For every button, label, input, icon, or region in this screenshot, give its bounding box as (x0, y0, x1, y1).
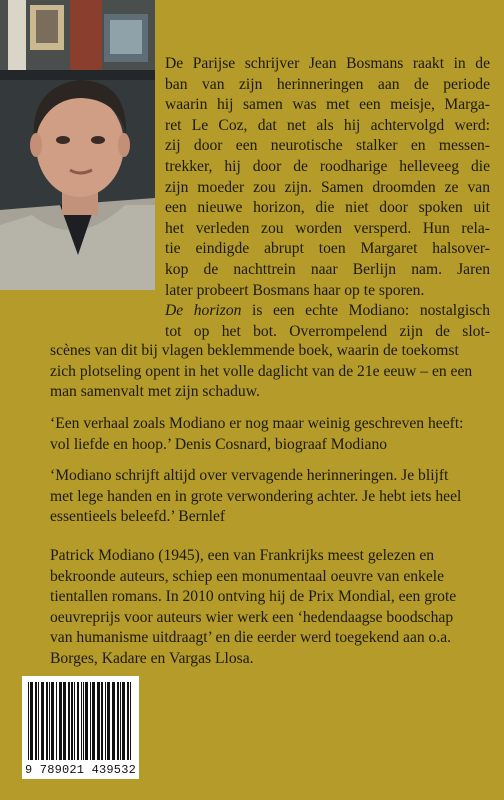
author-bio (50, 546, 455, 670)
barcode-bar (49, 682, 50, 760)
isbn-number: 9 789021 439532 (24, 763, 137, 777)
barcode-bar (101, 682, 103, 760)
blurb-text (165, 54, 490, 342)
bio-line: bekroonde auteurs, schiep een monumentaal oeuvre van enkele (50, 567, 445, 585)
continuation-line: man samenvalt met zijn schaduw. (50, 383, 260, 401)
blurb-line: zijn moeder zou zijn. Samen droomden ze van (165, 178, 490, 196)
continuation-line: zich plotseling opent in het volle daglicht van de 21e eeuw – en een (50, 362, 473, 380)
barcode-bar (30, 682, 33, 760)
blurb-continuation (50, 341, 473, 403)
barcode-bar (97, 682, 100, 760)
barcode-bar (117, 682, 119, 760)
barcode-bar (90, 682, 91, 760)
barcode-bar (107, 682, 110, 760)
barcode-bar (81, 682, 82, 760)
continuation-line: scènes van dit bij vlagen beklemmende boek, waarin de toekomst (50, 342, 459, 359)
book-title: De horizon (165, 302, 242, 320)
barcode-bar (51, 682, 54, 760)
blurb-line: ret Le Coz, dat net als hij achtervolgd werd: (165, 116, 490, 134)
barcode-bar (28, 682, 29, 760)
blurb-line: zij door een neurotische stalker en messen- (165, 137, 490, 155)
blurb-line: kop de nachttrein naar Berlijn nam. Jaren (165, 260, 490, 278)
isbn-barcode (22, 676, 139, 779)
blurb-line: tot op het bot. Overrompelend zijn de slot- (165, 322, 490, 340)
blurb-line: De Parijse schrijver Jean Bosmans raakt in de (165, 55, 490, 72)
barcode-bar (77, 682, 79, 760)
review-quote-bernlef (50, 466, 462, 528)
barcode-bar (46, 682, 48, 760)
barcode-bar (38, 682, 39, 760)
barcode-bar (35, 682, 37, 760)
quote-line: ‘Een verhaal zoals Modiano er nog maar weinig geschreven heeft: (50, 415, 464, 432)
barcode-bar (68, 682, 70, 760)
blurb-line: het verleden zou worden versperd. Hun rela- (165, 219, 490, 237)
barcode-bar (92, 682, 95, 760)
barcode-bar (63, 682, 66, 760)
blurb-line: later probeert Bosmans haar op te sporen. (165, 281, 425, 299)
barcode-bar (112, 682, 115, 760)
barcode-bar (83, 682, 84, 760)
blurb-line-title (165, 301, 490, 322)
bio-line: Patrick Modiano (1945), een van Frankrijks meest gelezen en (50, 547, 435, 564)
quote-line: met lege handen en in grote verwondering achter. Je hebt iets heel (50, 487, 462, 505)
blurb-line: waarin hij samen was met een meisje, Marga- (165, 96, 490, 114)
barcode-bar (74, 682, 75, 760)
barcode-bar (130, 682, 131, 760)
barcode-bar (56, 682, 57, 760)
barcode-bar (59, 682, 62, 760)
barcode-bar (105, 682, 106, 760)
blurb-line-rest: is een echte Modiano: nostalgisch (241, 302, 490, 320)
bio-line: tientallen romans. In 2010 ontving hij de Prix Mondial, een grote (50, 588, 457, 606)
bio-line: oeuvreprijs voor auteurs wier werk een ‘hedendaagse boodschap (50, 608, 454, 626)
quote-line: vol liefde en hoop.’ Denis Cosnard, biograaf Modiano (50, 435, 388, 453)
barcode-bar (41, 682, 44, 760)
barcode-bar (71, 682, 73, 760)
barcode-bar (127, 682, 129, 760)
blurb-line: trekker, hij door de roodharige helleveeg die (165, 157, 490, 175)
quote-line: ‘Modiano schrijft altijd over vervagende herinneringen. Je blijft (50, 467, 449, 484)
review-quote-cosnard (50, 414, 464, 455)
bio-line: van humanisme uitdraagt’ en die eerder werd toegekend aan o.a. (50, 629, 452, 647)
quote-line: essentieels beleefd.’ Bernlef (50, 508, 226, 526)
blurb-line: tie eindigde abrupt toen Margaret halsover- (165, 240, 490, 258)
author-photo (0, 0, 155, 290)
blurb-line: een nieuwe horizon, die niet door spoken uit (165, 199, 490, 217)
barcode-bar (85, 682, 88, 760)
blurb-line: ban van zijn herinneringen aan de periode (165, 75, 490, 93)
barcode-bar (122, 682, 125, 760)
barcode-bars (22, 676, 139, 762)
barcode-bar (120, 682, 121, 760)
bio-line: Borges, Kadare en Vargas Llosa. (50, 649, 254, 667)
